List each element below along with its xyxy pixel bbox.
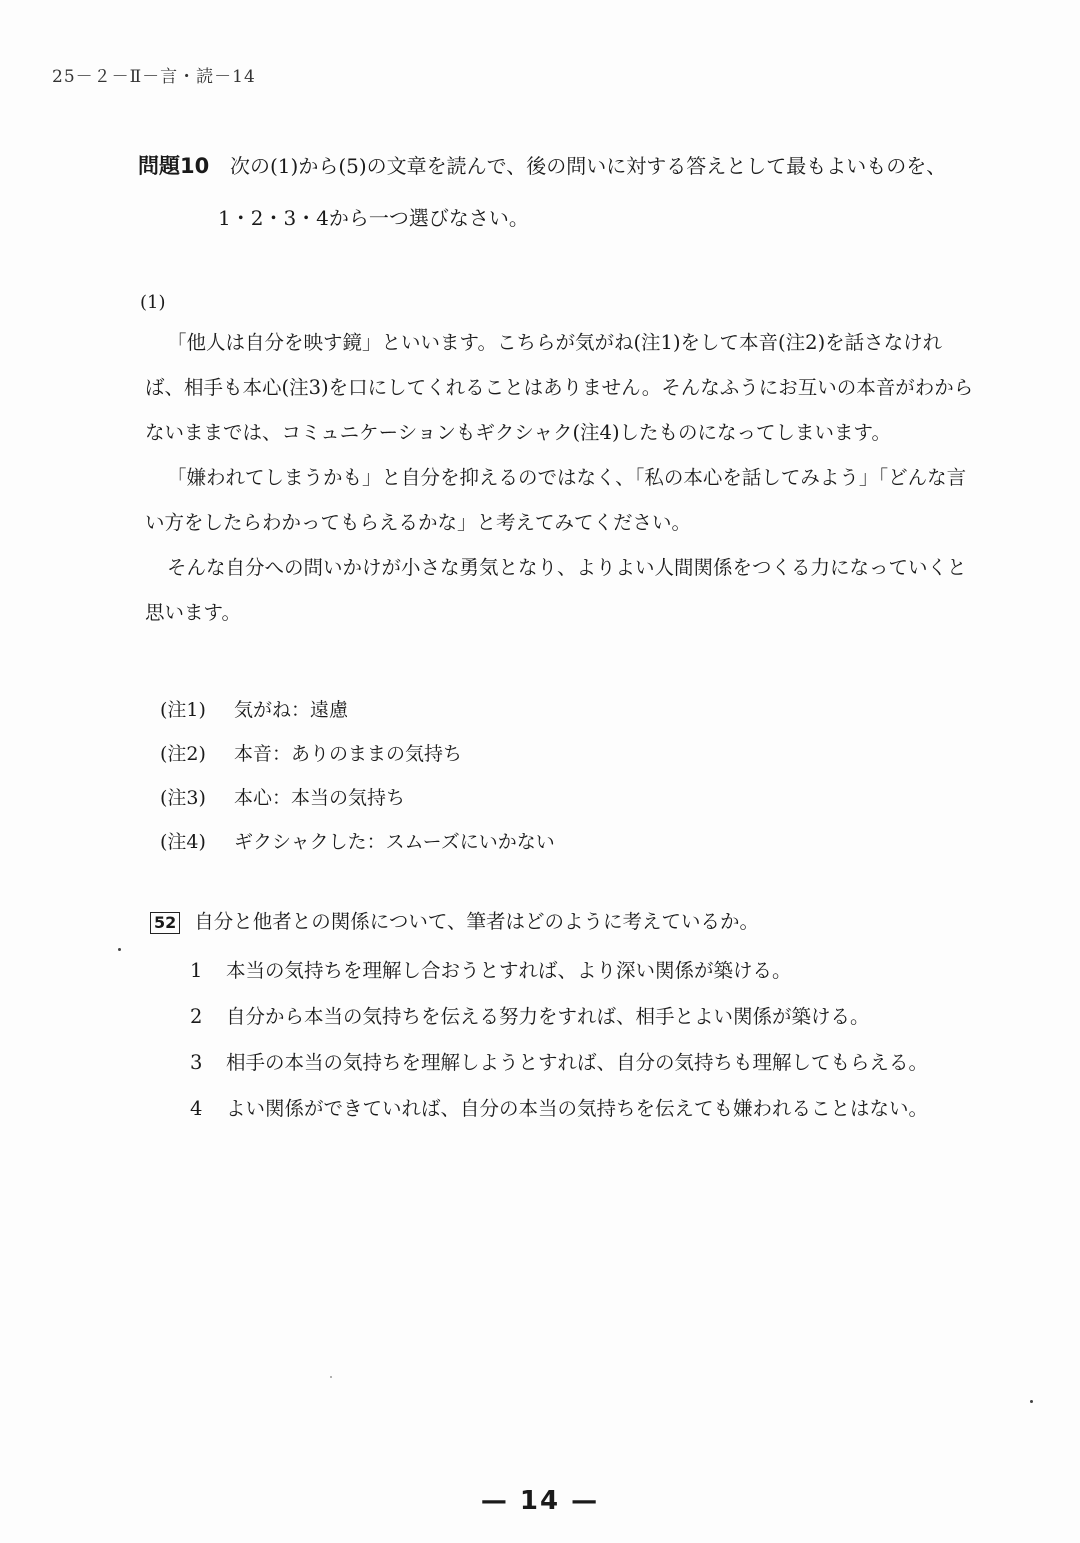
note-text: ギクシャクした：スムーズにいかない [234, 831, 555, 853]
note-label: (注3) [160, 787, 206, 809]
option-number: 1 [190, 959, 203, 982]
question-52 [150, 906, 1010, 1132]
note-item [160, 776, 860, 820]
scan-speck [118, 948, 121, 951]
option-text: 本当の気持ちを理解し合おうとすれば、より深い関係が築ける。 [226, 959, 792, 982]
answer-option[interactable] [190, 994, 1010, 1040]
instruction-line-2: 1・2・3・4から一つ選びなさい。 [218, 206, 529, 230]
answer-option[interactable] [190, 1086, 1010, 1132]
note-label: (注1) [160, 699, 206, 721]
question-prompt-row [150, 906, 1010, 934]
question-label: 問題10 [138, 154, 210, 178]
answer-option[interactable] [190, 948, 1010, 994]
note-item [160, 688, 860, 732]
passage-paragraph: そんな自分への問いかけが小さな勇気となり、よりよい人間関係をつくる力になっていくと思います。 [145, 556, 967, 624]
option-number: 2 [190, 1005, 203, 1028]
page-number: — 14 — [480, 1486, 600, 1516]
note-text: 本心：本当の気持ち [234, 787, 406, 809]
instruction-line-1: 次の(1)から(5)の文章を読んで、後の問いに対する答えとして最もよいものを、 [230, 154, 947, 178]
reading-passage [145, 320, 975, 635]
option-number: 3 [190, 1051, 203, 1074]
passage-paragraph: 「嫌われてしまうかも」と自分を抑えるのではなく、「私の本心を話してみよう」「どんな言い方をしたらわかってもらえるかな」と考えてみてください。 [145, 466, 967, 534]
option-number: 4 [190, 1097, 203, 1120]
option-text: 相手の本当の気持ちを理解しようとすれば、自分の気持ちも理解してもらえる。 [226, 1051, 929, 1074]
notes-list [160, 688, 860, 864]
scan-speck [330, 1376, 332, 1378]
section-number: (1) [140, 292, 166, 313]
scan-speck [1030, 1400, 1033, 1403]
passage-paragraph: 「他人は自分を映す鏡」といいます。こちらが気がね(注1)をして本音(注2)を話さなければ、相手も本心(注3)を口にしてくれることはありません。そんなふうにお互いの本音がわからないままでは、コミュニケーションもギクシャク(注4)したものになってしまいます。 [145, 331, 974, 444]
option-text: よい関係ができていれば、自分の本当の気持ちを伝えても嫌われることはない。 [226, 1097, 929, 1120]
note-item [160, 820, 860, 864]
note-item [160, 732, 860, 776]
note-text: 本音：ありのままの気持ち [234, 743, 463, 765]
question-prompt: 自分と他者との関係について、筆者はどのように考えているか。 [194, 910, 759, 933]
note-label: (注2) [160, 743, 206, 765]
question-number-box: 52 [150, 912, 180, 934]
note-label: (注4) [160, 831, 206, 853]
answer-option[interactable] [190, 1040, 1010, 1086]
answer-options [190, 948, 1010, 1132]
question-instructions [138, 150, 998, 231]
option-text: 自分から本当の気持ちを伝える努力をすれば、相手とよい関係が築ける。 [226, 1005, 870, 1028]
note-text: 気がね：遠慮 [234, 699, 349, 721]
page-code: 25－２－Ⅱ－言・読－14 [52, 67, 256, 87]
